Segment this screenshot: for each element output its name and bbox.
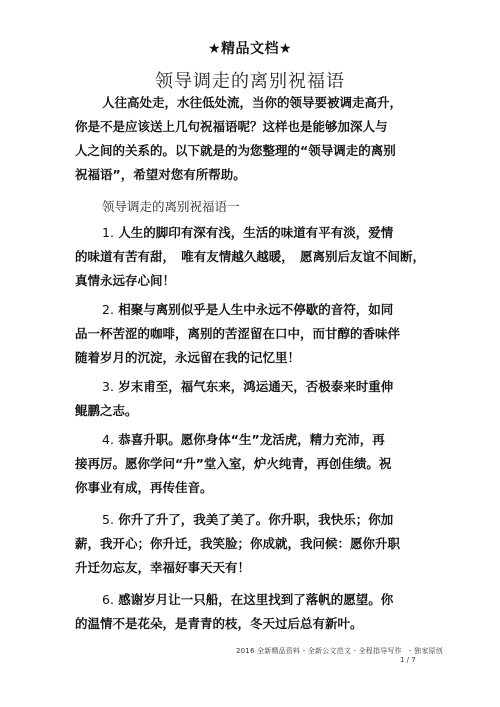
list-item [75,428,405,500]
item-line: 的温情不是花朵，是青青的枝，冬天过后总有新叶。 [75,616,363,631]
list-item [75,221,426,293]
list-item [75,298,405,370]
list-item [75,508,405,580]
item-line: 感谢岁月让一只船，在这里找到了落帆的愿望。你 [118,592,394,607]
item-number: 1. [102,225,114,240]
item-line: 随着岁月的沉淀，永远留在我的记忆里！ [75,350,301,365]
item-line: 升迁勿忘友，幸福好事天天有！ [75,560,251,575]
item-number: 5. [102,512,114,527]
item-number: 2. [102,302,114,317]
footer-text: 2016 全新精品资料 - 全新公文范文 - 全程指导写作 - 独家原创 [236,647,443,655]
item-line: 岁末甫至，福气东来，鸿运通天，否极泰来时重伸 [118,379,394,394]
page-number: 1 / 7 [400,656,416,664]
header-mark: ★精品文档★ [207,41,293,57]
item-number: 6. [102,592,114,607]
item-line: 恭喜升职。愿你身体“生”龙活虎，精力充沛，再 [118,432,385,447]
item-line: 的味道有苦有甜， 唯有友情越久越暖， 愿离别后友谊不间断， [75,249,426,264]
intro-line: 人往高处走，水往低处流，当你的领导要被调走高升， [102,95,403,110]
intro-line: 祝福语”，希望对您有所帮助。 [75,167,246,182]
item-number: 4. [102,432,114,447]
intro-line: 人之间的关系的。以下就是的为您整理的“领导调走的离别 [75,143,396,158]
item-number: 3. [102,379,114,394]
item-line: 接再厉。愿你学问“升”堂入室，炉火纯青，再创佳绩。祝 [75,456,392,471]
item-line: 品一杯苦涩的咖啡，离别的苦涩留在口中，而甘醇的香味伴 [75,326,401,341]
item-line: 鲲鹏之志。 [75,403,138,418]
item-line: 你事业有成，再传佳音。 [75,480,213,495]
item-line: 薪，我开心；你升迁，我笑脸；你成就，我问候：愿你升职 [75,536,401,551]
intro-line: 你是不是应该送上几句祝福语呢？这样也是能够加深人与 [75,119,388,134]
list-item [75,375,405,423]
page-title: 领导调走的离别祝福语 [155,71,345,92]
intro-paragraph [75,91,405,187]
section-heading: 领导调走的离别祝福语一 [102,199,240,214]
item-line: 相聚与离别似乎是人生中永远不停歇的音符，如同 [118,302,394,317]
item-line: 你升了升了，我美了美了。你升职，我快乐；你加 [118,512,394,527]
list-item [75,588,405,636]
item-line: 人生的脚印有深有浅，生活的味道有平有淡，爱情 [118,225,394,240]
item-line: 真情永远存心间！ [75,273,176,288]
